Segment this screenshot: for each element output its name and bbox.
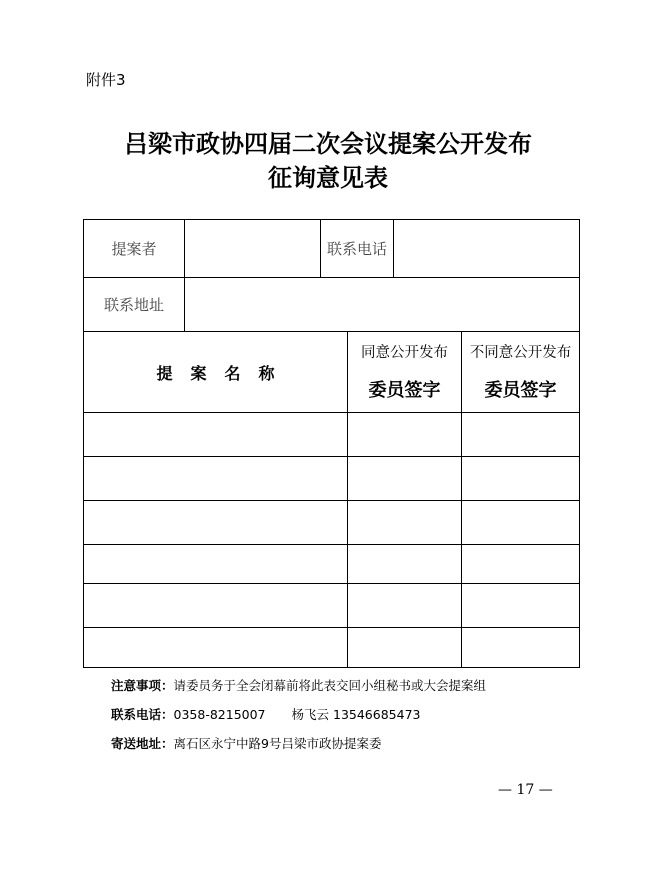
form-title-line2: 征询意见表 bbox=[268, 163, 388, 192]
mail-text: 离石区永宁中路9号吕梁市政协提案委 bbox=[173, 736, 382, 751]
contact-label: 联系电话： bbox=[111, 707, 174, 722]
disagree-signature-cell[interactable] bbox=[462, 545, 579, 583]
proposal-name-cell[interactable] bbox=[84, 501, 347, 544]
disagree-signature-cell[interactable] bbox=[462, 584, 579, 627]
proposal-name-cell[interactable] bbox=[84, 457, 347, 500]
page-number: — 17 — bbox=[498, 782, 553, 798]
agree-signature-cell[interactable] bbox=[348, 584, 461, 627]
disagree-signature-cell[interactable] bbox=[462, 457, 579, 500]
phone-label: 联系电话 bbox=[326, 240, 387, 258]
attachment-label: 附件3 bbox=[86, 71, 126, 89]
border-bottom bbox=[83, 667, 580, 668]
form-title-line1: 吕梁市政协四届二次会议提案公开发布 bbox=[124, 129, 532, 158]
agree-header: 同意公开发布 bbox=[361, 344, 448, 361]
contact-person: 杨飞云 13546685473 bbox=[291, 707, 421, 722]
disagree-signature-header: 委员签字 bbox=[484, 380, 557, 401]
proposal-name-cell[interactable] bbox=[84, 628, 347, 667]
contact-phone: 0358-8215007 bbox=[173, 707, 266, 722]
attention-label: 注意事项： bbox=[111, 678, 174, 693]
agree-signature-cell[interactable] bbox=[348, 457, 461, 500]
disagree-header: 不同意公开发布 bbox=[469, 344, 572, 361]
attention-note bbox=[111, 676, 486, 694]
agree-signature-cell[interactable] bbox=[348, 413, 461, 456]
attention-text: 请委员务于全会闭幕前将此表交回小组秘书或大会提案组 bbox=[173, 678, 487, 693]
contact-note bbox=[111, 705, 420, 723]
consultation-form-table bbox=[83, 219, 580, 668]
proposal-name-cell[interactable] bbox=[84, 545, 347, 583]
proposal-name-cell[interactable] bbox=[84, 584, 347, 627]
disagree-signature-cell[interactable] bbox=[462, 413, 579, 456]
proposer-input-cell[interactable] bbox=[185, 220, 320, 277]
proposer-label: 提案者 bbox=[111, 240, 157, 258]
agree-signature-cell[interactable] bbox=[348, 628, 461, 667]
agree-signature-cell[interactable] bbox=[348, 501, 461, 544]
address-label: 联系地址 bbox=[103, 296, 164, 314]
disagree-signature-cell[interactable] bbox=[462, 501, 579, 544]
proposal-name-header: 提案名称 bbox=[156, 363, 293, 383]
mail-label: 寄送地址： bbox=[111, 736, 174, 751]
agree-signature-header: 委员签字 bbox=[368, 380, 441, 401]
phone-input-cell[interactable] bbox=[394, 220, 579, 277]
agree-signature-cell[interactable] bbox=[348, 545, 461, 583]
mail-note bbox=[111, 734, 381, 752]
border-right bbox=[579, 219, 580, 668]
address-input-cell[interactable] bbox=[185, 278, 579, 331]
disagree-signature-cell[interactable] bbox=[462, 628, 579, 667]
proposal-name-cell[interactable] bbox=[84, 413, 347, 456]
